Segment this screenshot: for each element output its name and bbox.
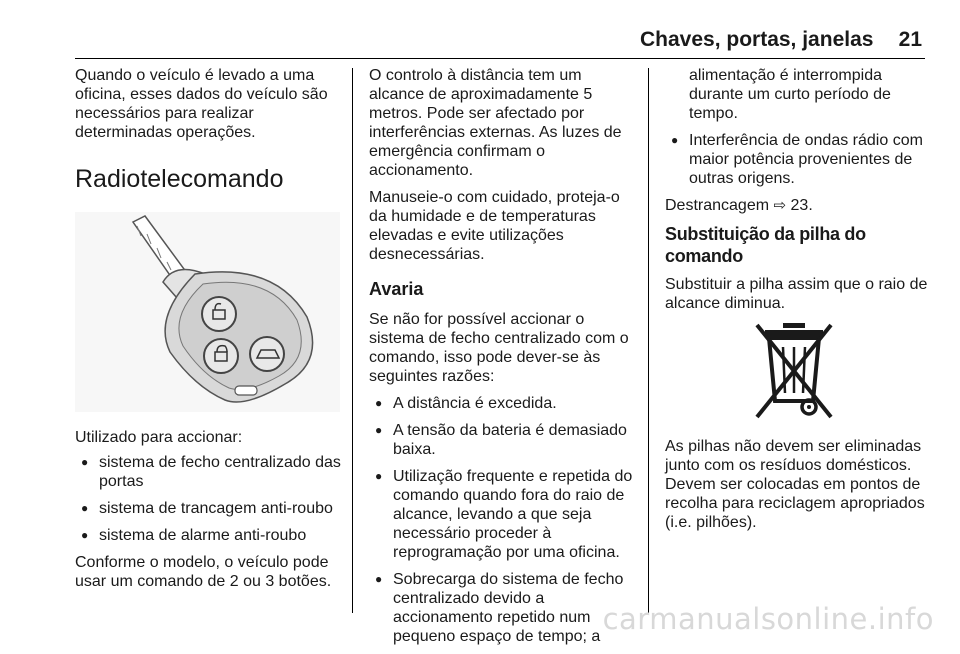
list-item: ● Interferência de ondas rádio com maior potência provenientes de outras origens. <box>665 131 929 188</box>
list-item: ● sistema de fecho centralizado das portas <box>75 453 345 491</box>
page-reference-arrow-icon: ⇨ <box>773 197 787 214</box>
list-item: ● A tensão da bateria é demasiado baixa. <box>369 421 637 459</box>
section-heading-battery-replacement: Substituição da pilha do comando <box>665 224 866 266</box>
unlock-reference-text: Destrancagem <box>665 197 770 214</box>
conform-paragraph: Conforme o modelo, o veículo pode usar um comando de 2 ou 3 botões. <box>75 554 332 590</box>
care-paragraph: Manuseie-o com cuidado, proteja-o da humidade e de temperaturas elevadas e evite utilizações desnecessárias. <box>369 189 620 263</box>
used-for-label: Utilizado para accionar: <box>75 429 243 446</box>
list-item: ● Utilização frequente e repetida do comando quando fora do raio de alcance, levando a que seja necessário proceder à reprogramação por uma oficina. <box>369 467 637 562</box>
page-header-title: Chaves, portas, janelas <box>640 28 874 51</box>
remote-key-fob-icon <box>75 212 340 412</box>
column-divider-1 <box>352 68 353 613</box>
section-heading-radiotelecomando: Radiotelecomando <box>75 165 284 193</box>
list-item: ● A distância é excedida. <box>369 394 637 413</box>
column-1 <box>75 66 345 599</box>
list-item: ● sistema de alarme anti-roubo <box>75 526 345 545</box>
replace-paragraph: Substituir a pilha assim que o raio de alcance diminua. <box>665 276 928 312</box>
column-3 <box>665 66 929 540</box>
list-item: ● sistema de trancagem anti-roubo <box>75 499 345 518</box>
watermark: carmanualsonline.info <box>602 602 934 636</box>
fault-intro-paragraph: Se não for possível accionar o sistema de fecho centralizado com o comando, isso pode dever-se às seguintes razões: <box>369 311 629 385</box>
continued-list-text: alimentação é interrompida durante um curto período de tempo. <box>689 67 891 122</box>
interference-list <box>665 131 929 188</box>
functions-list <box>75 453 345 545</box>
unlock-reference[interactable] <box>665 196 929 215</box>
list-item: ● Sobrecarga do sistema de fecho centralizado devido a accionamento repetido num pequeno espaço de tempo; a <box>369 570 637 646</box>
unlock-reference-page: 23. <box>790 197 813 214</box>
crossed-out-wheelie-bin-icon <box>753 321 835 421</box>
header-rule <box>75 58 925 59</box>
fault-reasons-list <box>369 394 637 646</box>
column-2 <box>369 66 637 654</box>
column-divider-2 <box>648 68 649 613</box>
disposal-paragraph: As pilhas não devem ser eliminadas junto com os resíduos domésticos. Devem ser colocadas em pontos de recolha para reciclagem apropriados (i.e. pilhões). <box>665 438 925 531</box>
intro-paragraph: Quando o veículo é levado a uma oficina, esses dados do veículo são necessários para realizar determinadas operações. <box>75 67 328 141</box>
range-paragraph: O controlo à distância tem um alcance de aproximadamente 5 metros. Pode ser afectado por interferências externas. As luzes de emergência confirmam o accionamento. <box>369 67 622 179</box>
section-heading-avaria: Avaria <box>369 279 424 299</box>
page-number: 21 <box>898 28 922 51</box>
